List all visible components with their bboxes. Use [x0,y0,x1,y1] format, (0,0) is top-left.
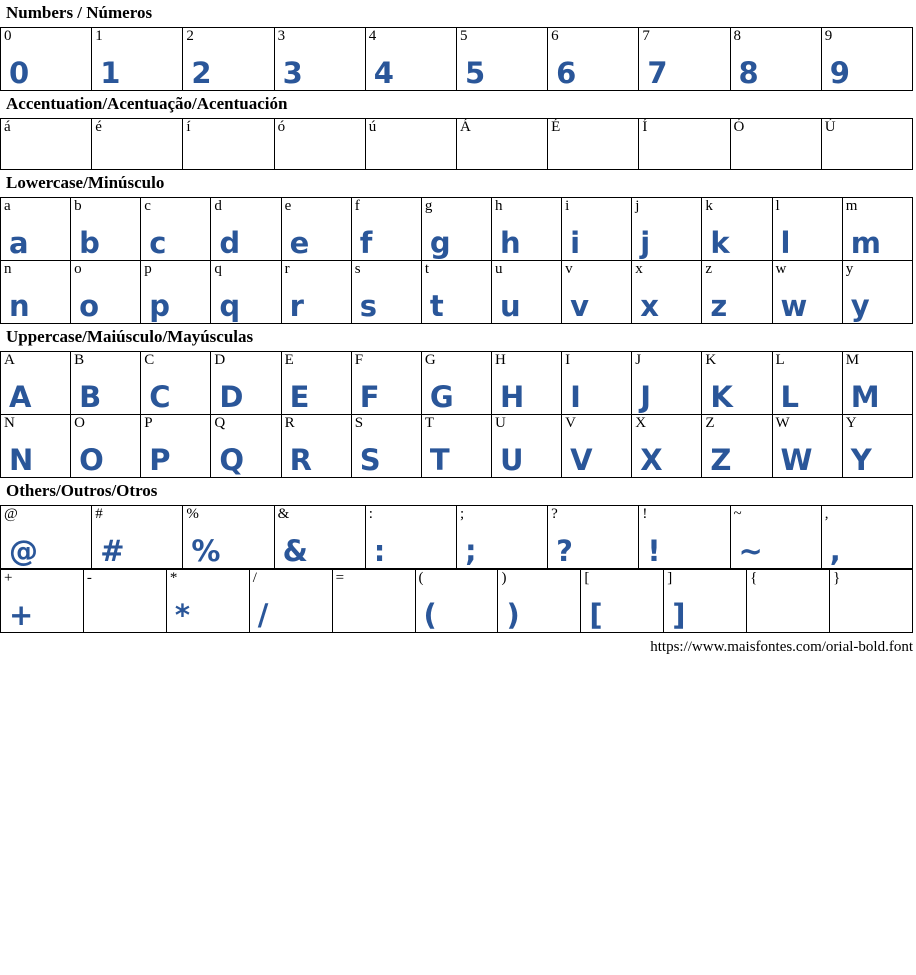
glyph-sample: i [570,226,581,260]
glyph-label: = [335,570,345,586]
glyph-cell [491,198,561,261]
glyph-sample: 0 [9,56,30,90]
glyph-sample: % [191,534,221,568]
glyph-sample: 5 [464,56,486,90]
glyph-label: Z [705,415,715,431]
glyph-label: á [4,119,11,135]
glyph-sample: ! [647,534,661,568]
glyph-cell [351,261,421,324]
glyph-cell [842,352,912,415]
glyph-sample: S [359,443,381,477]
glyph-cell [71,352,141,415]
glyph-sample: e [289,226,310,260]
glyph-sample: C [149,380,171,414]
glyph-label: e [284,198,292,214]
glyph-cell [141,261,211,324]
table-row [1,261,913,324]
glyph-label: c [144,198,151,214]
glyph-table-others-row2 [0,569,913,633]
glyph-label: d [214,198,222,214]
glyph-cell [141,198,211,261]
glyph-sample: Y [850,443,872,477]
glyph-cell [415,570,498,633]
glyph-label: Á [459,119,471,135]
glyph-cell [821,28,912,91]
glyph-label: X [635,415,647,431]
glyph-cell [1,415,71,478]
glyph-label: N [4,415,15,431]
glyph-label: h [494,198,503,214]
glyph-label: Ó [733,119,745,135]
glyph-label: ! [642,506,648,522]
glyph-cell [1,352,71,415]
glyph-label: R [284,415,295,431]
glyph-label: j [635,198,640,214]
glyph-cell [491,415,561,478]
glyph-label: k [705,198,713,214]
glyph-label: * [169,570,178,586]
glyph-cell [365,119,456,170]
glyph-label: , [824,506,829,522]
glyph-sample: ? [556,534,573,568]
glyph-cell [456,119,547,170]
glyph-label: T [424,415,435,431]
glyph-cell [772,198,842,261]
glyph-sample: H [499,380,525,414]
glyph-cell [421,198,491,261]
glyph-sample: t [429,289,444,323]
glyph-sample: O [79,443,104,477]
glyph-cell [421,261,491,324]
glyph-sample: D [219,380,244,414]
glyph-sample: m [850,226,881,260]
glyph-cell [183,119,274,170]
glyph-label: ? [551,506,558,522]
glyph-cell [421,352,491,415]
glyph-sample: r [289,289,304,323]
glyph-label: [ [584,570,590,586]
glyph-cell [1,119,92,170]
glyph-cell [772,352,842,415]
glyph-cell [821,506,912,569]
glyph-label: ( [418,570,424,586]
glyph-cell [664,570,747,633]
glyph-label: 0 [4,28,12,44]
glyph-table-uppercase [0,351,913,478]
glyph-label: z [705,261,713,277]
glyph-sample: f [359,226,373,260]
glyph-cell [842,198,912,261]
glyph-cell [842,261,912,324]
glyph-cell [281,261,351,324]
glyph-cell [274,119,365,170]
glyph-label: P [144,415,153,431]
glyph-sample: 3 [282,56,303,90]
glyph-sample: ( [423,598,437,632]
glyph-label: 4 [368,28,377,44]
glyph-sample: * [174,598,190,632]
glyph-cell [772,261,842,324]
glyph-label: I [565,352,571,368]
glyph-cell [281,415,351,478]
glyph-label: & [277,506,290,522]
glyph-cell [581,570,664,633]
glyph-label: s [354,261,361,277]
glyph-sample: R [289,443,312,477]
glyph-sample: + [9,598,34,632]
section-title-uppercase: Uppercase/Maiúsculo/Mayúsculas [6,327,254,346]
glyph-cell [281,352,351,415]
table-row [1,198,913,261]
glyph-sample: w [780,289,808,323]
glyph-label: y [845,261,854,277]
glyph-sample: T [429,443,450,477]
glyph-cell [632,261,702,324]
glyph-cell [83,570,166,633]
glyph-label: g [424,198,433,214]
glyph-sample: v [570,289,590,323]
glyph-label: i [565,198,570,214]
glyph-cell [249,570,332,633]
glyph-cell [632,415,702,478]
glyph-label: ; [459,506,465,522]
glyph-label: # [95,506,103,522]
source-url[interactable]: https://www.maisfontes.com/orial-bold.font [650,639,913,655]
glyph-label: 3 [277,28,286,44]
glyph-sample: j [640,226,651,260]
glyph-sample: 6 [556,56,577,90]
glyph-sample: , [829,534,841,568]
glyph-cell [274,506,365,569]
glyph-label: n [4,261,12,277]
glyph-cell [1,506,92,569]
glyph-cell [332,570,415,633]
glyph-sample: ] [672,598,686,632]
glyph-label: - [86,570,92,586]
glyph-cell [183,28,274,91]
glyph-cell [548,506,639,569]
glyph-label: r [284,261,290,277]
glyph-label: q [214,261,222,277]
glyph-label: b [74,198,82,214]
table-row [1,415,913,478]
glyph-sample: h [499,226,521,260]
glyph-cell [498,570,581,633]
glyph-cell [211,352,281,415]
glyph-sample: K [710,380,733,414]
glyph-label: Ú [824,119,836,135]
glyph-sample: @ [9,534,38,568]
glyph-label: % [186,506,199,522]
glyph-label: V [565,415,576,431]
glyph-cell [92,506,183,569]
glyph-sample: Z [710,443,732,477]
glyph-sample: s [359,289,377,323]
glyph-sample: 1 [100,56,121,90]
glyph-cell [274,28,365,91]
glyph-sample: B [79,380,102,414]
glyph-cell [702,415,772,478]
glyph-label: Y [845,415,857,431]
glyph-label: o [74,261,82,277]
glyph-label: B [74,352,85,368]
glyph-cell [1,570,84,633]
glyph-label: ] [667,570,673,586]
glyph-label: : [368,506,373,522]
glyph-table-lowercase [0,197,913,324]
glyph-sample: L [780,380,800,414]
glyph-cell [281,198,351,261]
glyph-label: A [4,352,15,368]
glyph-cell [639,506,730,569]
glyph-label: D [214,352,226,368]
glyph-sample: u [499,289,521,323]
glyph-label: 1 [95,28,103,44]
glyph-cell [211,415,281,478]
glyph-label: ) [501,570,507,586]
glyph-sample: d [219,226,241,260]
glyph-sample: g [429,226,451,260]
glyph-cell [1,198,71,261]
glyph-cell [456,506,547,569]
glyph-cell [491,261,561,324]
glyph-cell [365,28,456,91]
glyph-sample: G [429,380,454,414]
glyph-sample: 2 [191,56,212,90]
glyph-label: ó [277,119,286,135]
glyph-cell [562,198,632,261]
glyph-sample: [ [589,598,603,632]
glyph-cell [702,261,772,324]
glyph-cell [351,198,421,261]
glyph-sample: a [9,226,29,260]
glyph-label: / [252,570,257,586]
glyph-label: u [494,261,503,277]
glyph-label: U [494,415,506,431]
table-row [1,28,913,91]
glyph-cell [730,506,821,569]
glyph-sample: c [149,226,167,260]
glyph-sample: # [100,534,125,568]
glyph-cell [632,198,702,261]
glyph-label: F [354,352,364,368]
table-row [1,570,913,633]
glyph-sample: 9 [829,56,850,90]
glyph-label: 6 [551,28,559,44]
glyph-cell [562,352,632,415]
glyph-sample: q [219,289,241,323]
glyph-sample: ; [464,534,477,568]
table-row [1,119,913,170]
glyph-cell [702,352,772,415]
glyph-sample: 4 [373,56,394,90]
glyph-label: 7 [642,28,650,44]
glyph-sample: W [780,443,813,477]
glyph-cell [747,570,830,633]
glyph-table-numbers [0,27,913,91]
glyph-label: J [635,352,642,368]
glyph-cell [456,28,547,91]
glyph-label: } [833,570,841,586]
glyph-cell [702,198,772,261]
section-title-accentuation: Accentuation/Acentuação/Acentuación [6,94,288,113]
glyph-cell [71,415,141,478]
glyph-sample: M [850,380,880,414]
glyph-cell [141,352,211,415]
glyph-sample: U [499,443,524,477]
glyph-sample: b [79,226,100,260]
glyph-cell [639,28,730,91]
glyph-cell [211,261,281,324]
glyph-cell [632,352,702,415]
glyph-cell [842,415,912,478]
glyph-cell [421,415,491,478]
glyph-label: O [74,415,85,431]
glyph-sample: z [710,289,728,323]
glyph-cell [730,28,821,91]
glyph-label: ~ [733,506,742,522]
glyph-cell [1,261,71,324]
glyph-sample: y [850,289,870,323]
glyph-sample: k [710,226,730,260]
glyph-label: p [144,261,152,277]
glyph-cell [71,261,141,324]
glyph-cell [772,415,842,478]
glyph-label: @ [4,506,18,522]
glyph-cell [92,119,183,170]
glyph-cell [821,119,912,170]
glyph-cell [491,352,561,415]
glyph-sample: ) [506,598,520,632]
glyph-cell [351,415,421,478]
glyph-label: M [845,352,860,368]
glyph-label: { [750,570,758,586]
glyph-label: x [635,261,643,277]
glyph-cell [639,119,730,170]
glyph-table-others-row1 [0,505,913,569]
glyph-sample: 7 [647,56,668,90]
glyph-sample: N [9,443,34,477]
glyph-sample: J [640,380,652,414]
glyph-cell [351,352,421,415]
glyph-label: E [284,352,294,368]
glyph-label: 9 [824,28,833,44]
glyph-label: t [424,261,430,277]
glyph-cell [183,506,274,569]
section-title-lowercase: Lowercase/Minúsculo [6,173,165,192]
section-title-others: Others/Outros/Otros [6,481,158,500]
glyph-sample: X [640,443,663,477]
glyph-sample: 8 [738,56,759,90]
glyph-sample: / [257,598,269,632]
glyph-sample: F [359,380,380,414]
glyph-label: ú [368,119,377,135]
glyph-cell [830,570,913,633]
glyph-label: w [775,261,787,277]
table-row [1,352,913,415]
section-title-numbers: Numbers / Números [6,3,153,22]
glyph-sample: n [9,289,30,323]
glyph-sample: l [780,226,791,260]
glyph-sample: Q [219,443,245,477]
glyph-cell [365,506,456,569]
glyph-label: f [354,198,360,214]
glyph-label: S [354,415,364,431]
glyph-cell [562,261,632,324]
glyph-label: 8 [733,28,741,44]
glyph-label: a [4,198,11,214]
glyph-sample: ~ [738,534,763,568]
glyph-sample: I [570,380,581,414]
glyph-sample: P [149,443,171,477]
glyph-sample: p [149,289,171,323]
glyph-label: K [705,352,717,368]
glyph-cell [141,415,211,478]
glyph-cell [562,415,632,478]
glyph-label: Í [642,119,648,135]
glyph-label: v [565,261,573,277]
glyph-label: 2 [186,28,194,44]
glyph-label: + [4,570,13,586]
glyph-cell [548,119,639,170]
table-row [1,506,913,569]
glyph-label: Q [214,415,226,431]
glyph-sample: x [640,289,659,323]
glyph-cell [730,119,821,170]
glyph-label: C [144,352,155,368]
glyph-label: é [95,119,102,135]
glyph-label: m [845,198,858,214]
glyph-label: G [424,352,436,368]
glyph-label: l [775,198,780,214]
glyph-cell [548,28,639,91]
glyph-cell [71,198,141,261]
glyph-label: L [775,352,785,368]
glyph-label: É [551,119,561,135]
glyph-cell [211,198,281,261]
glyph-table-accentuation [0,118,913,170]
glyph-label: H [494,352,506,368]
glyph-label: í [186,119,191,135]
glyph-cell [1,28,92,91]
glyph-sample: A [9,380,32,414]
glyph-sample: & [282,534,308,568]
glyph-label: W [775,415,790,431]
glyph-label: 5 [459,28,468,44]
glyph-cell [92,28,183,91]
glyph-sample: o [79,289,100,323]
glyph-cell [166,570,249,633]
glyph-sample: : [373,534,386,568]
glyph-sample: V [570,443,593,477]
glyph-sample: E [289,380,310,414]
